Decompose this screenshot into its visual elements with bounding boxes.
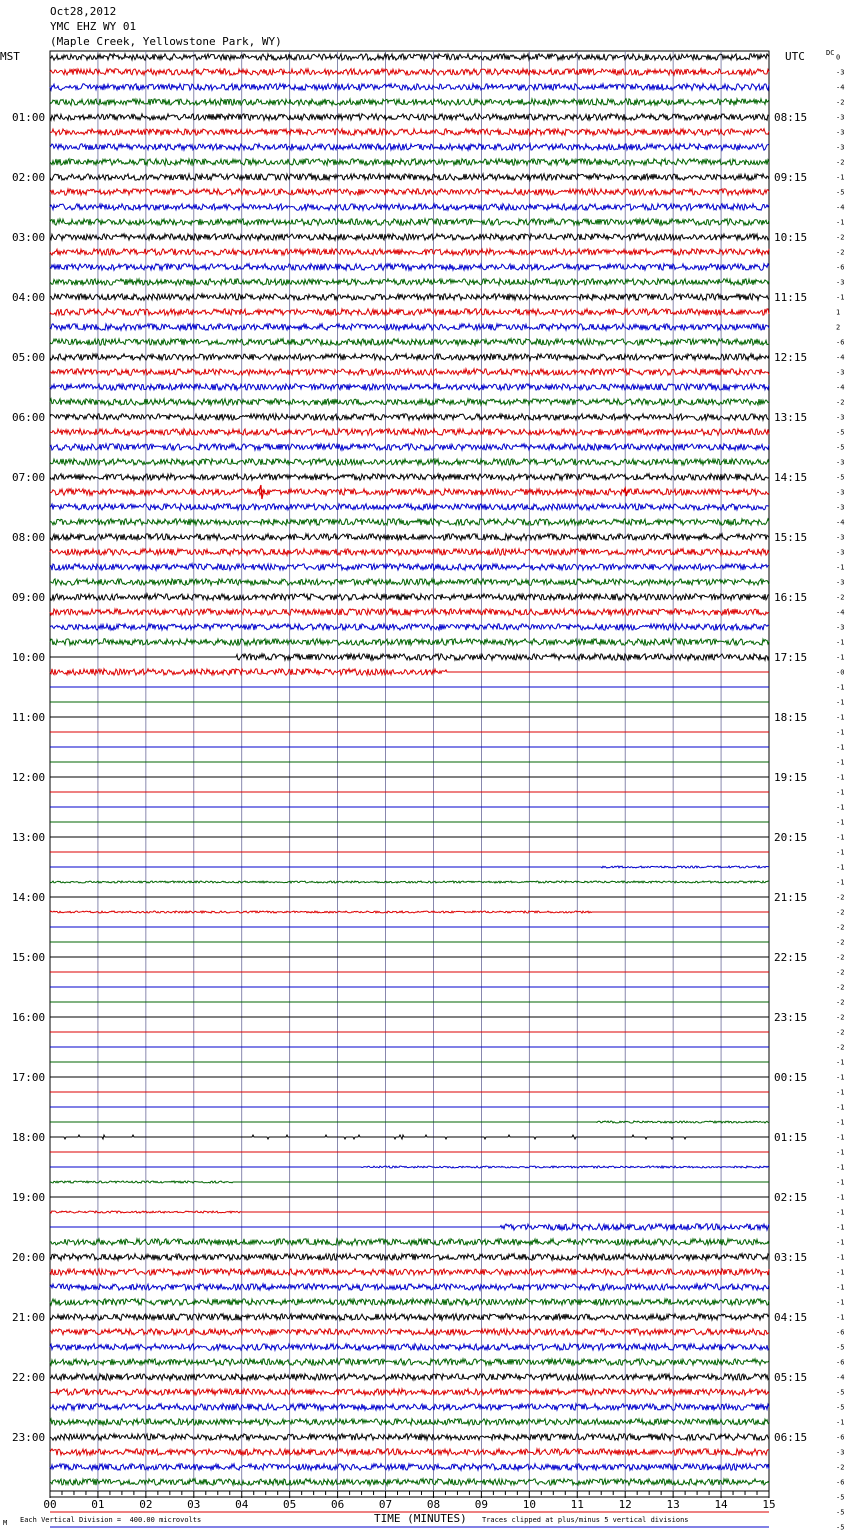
dc-offset-label: -1 (836, 1253, 845, 1262)
right-hour-label: 12:15 (774, 351, 808, 364)
dc-offset-label: -3 (836, 278, 845, 287)
dc-offset-label: -0 (836, 668, 845, 677)
trace-line (50, 881, 769, 883)
left-hour-label: 11:00 (12, 711, 46, 724)
dc-offset-label: -1 (836, 698, 845, 707)
x-tick-label: 09 (474, 1498, 489, 1511)
dc-offset-label: -1 (836, 1283, 845, 1292)
dc-offset-label: -1 (836, 1148, 845, 1157)
trace-line (50, 866, 769, 868)
x-tick-label: 03 (187, 1498, 201, 1511)
trace-line (50, 594, 769, 600)
right-hour-label: 03:15 (774, 1251, 808, 1264)
dc-offset-label: -5 (836, 188, 845, 197)
dc-offset-label: -6 (836, 1358, 845, 1367)
left-hour-label: 23:00 (12, 1431, 46, 1444)
dc-offset-label: -1 (836, 1268, 845, 1277)
dc-offset-label: -1 (836, 1418, 845, 1427)
trace-line (50, 1464, 769, 1470)
dc-offset-label: -2 (836, 983, 845, 992)
dc-offset-label: -1 (836, 218, 845, 227)
dc-offset-label: -3 (836, 68, 845, 77)
x-tick-label: 15 (762, 1498, 776, 1511)
trace-line (50, 519, 769, 525)
dc-offset-label: -6 (836, 1328, 845, 1337)
dc-offset-label: -1 (836, 743, 845, 752)
dc-offset-label: -2 (836, 98, 845, 107)
trace-line (50, 1479, 769, 1485)
trace-line (50, 1434, 769, 1440)
dc-offset-label: -3 (836, 368, 845, 377)
right-hour-label: 14:15 (774, 471, 808, 484)
trace-line (50, 1449, 769, 1455)
trace-line (50, 1166, 769, 1168)
dc-offset-label: -3 (836, 1448, 845, 1457)
dc-offset-label: -1 (836, 863, 845, 872)
dc-offset-label: -1 (836, 653, 845, 662)
trace-line (50, 204, 769, 210)
x-tick-label: 12 (618, 1498, 632, 1511)
x-tick-label: 01 (91, 1498, 105, 1511)
trace-line (50, 549, 769, 555)
dc-offset-label: -2 (836, 248, 845, 257)
header-location: (Maple Creek, Yellowstone Park, WY) (50, 35, 282, 48)
dc-offset-label: -2 (836, 968, 845, 977)
trace-line (50, 1329, 769, 1335)
dc-offset-label: -4 (836, 203, 845, 212)
right-hour-label: 20:15 (774, 831, 808, 844)
left-hour-label: 09:00 (12, 591, 46, 604)
left-hour-label: 01:00 (12, 111, 46, 124)
left-hour-label: 10:00 (12, 651, 46, 664)
dc-offset-label: -2 (836, 398, 845, 407)
dc-offset-label: -2 (836, 1043, 845, 1052)
right-hour-label: 08:15 (774, 111, 808, 124)
left-hour-label: 13:00 (12, 831, 46, 844)
right-hour-label: 19:15 (774, 771, 808, 784)
trace-line (50, 911, 769, 913)
trace-line (50, 1419, 769, 1425)
trace-line (50, 609, 769, 615)
dc-offset-label: -3 (836, 623, 845, 632)
dc-offset-label: -2 (836, 593, 845, 602)
left-hour-label: 19:00 (12, 1191, 46, 1204)
right-hour-label: 17:15 (774, 651, 808, 664)
trace-line (50, 534, 769, 540)
trace-line (50, 669, 769, 675)
header-station: YMC EHZ WY 01 (50, 20, 137, 33)
trace-line (50, 174, 769, 180)
dc-offset-label: -1 (836, 683, 845, 692)
dc-offset-label: -1 (836, 788, 845, 797)
trace-line (50, 1284, 769, 1290)
left-hour-label: 18:00 (12, 1131, 46, 1144)
dc-offset-label: -4 (836, 518, 845, 527)
dc-offset-label: -2 (836, 998, 845, 1007)
trace-line (50, 1374, 769, 1380)
dc-offset-label: -1 (836, 1298, 845, 1307)
dc-offset-label: -5 (836, 1403, 845, 1412)
x-tick-label: 05 (283, 1498, 297, 1511)
dc-offset-label: -1 (836, 1088, 845, 1097)
dc-offset-label: -2 (836, 1463, 845, 1472)
trace-line (50, 1224, 769, 1230)
dc-offset-label: -1 (836, 758, 845, 767)
trace-line (50, 69, 769, 75)
dc-offset-label: -3 (836, 503, 845, 512)
trace-line (50, 99, 769, 105)
dc-offset-label: -1 (836, 878, 845, 887)
left-hour-label: 08:00 (12, 531, 46, 544)
x-tick-label: 07 (378, 1498, 393, 1511)
right-hour-label: 15:15 (774, 531, 808, 544)
trace-line (50, 654, 769, 660)
dc-offset-label: -2 (836, 158, 845, 167)
dc-offset-label: -5 (836, 1508, 845, 1517)
trace-line (50, 399, 769, 405)
dc-offset-label: -4 (836, 608, 845, 617)
trace-line (50, 459, 769, 465)
x-tick-label: 08 (426, 1498, 441, 1511)
dc-offset-label: -4 (836, 1373, 845, 1382)
dc-offset-label: -1 (836, 1163, 845, 1172)
dc-offset-label: -5 (836, 428, 845, 437)
dc-offset-label: -4 (836, 383, 845, 392)
dc-offset-label: -1 (836, 1058, 845, 1067)
dc-offset-label: -1 (836, 293, 845, 302)
dc-offset-label: -5 (836, 473, 845, 482)
dc-offset-label: -1 (836, 803, 845, 812)
trace-line (50, 1254, 769, 1260)
right-hour-label: 00:15 (774, 1071, 808, 1084)
dc-offset-label: -1 (836, 713, 845, 722)
dc-offset-label: -1 (836, 728, 845, 737)
trace-line (50, 234, 769, 240)
dc-offset-label: -3 (836, 143, 845, 152)
dc-offset-label: -1 (836, 638, 845, 647)
dc-offset-label: -2 (836, 923, 845, 932)
trace-line (50, 1299, 769, 1305)
trace-line (50, 429, 769, 435)
right-hour-label: 23:15 (774, 1011, 808, 1024)
trace-line (50, 384, 769, 390)
trace-line (50, 249, 769, 255)
dc-offset-label: -1 (836, 1178, 845, 1187)
left-hour-label: 02:00 (12, 171, 46, 184)
dc-offset-label: -1 (836, 1118, 845, 1127)
left-hour-label: 16:00 (12, 1011, 46, 1024)
trace-line (50, 279, 769, 285)
dc-offset-label: -1 (836, 1208, 845, 1217)
trace-line (50, 1121, 769, 1123)
left-hour-label: 17:00 (12, 1071, 46, 1084)
trace-line (50, 324, 769, 330)
x-axis-label: TIME (MINUTES) (374, 1512, 467, 1525)
trace-line (50, 1135, 769, 1139)
trace-line (50, 264, 769, 270)
trace-line (50, 504, 769, 510)
right-timezone-label: UTC (785, 50, 805, 63)
left-hour-label: 04:00 (12, 291, 46, 304)
right-hour-label: 09:15 (774, 171, 808, 184)
dc-offset-label: 2 (836, 323, 841, 332)
trace-line (50, 1269, 769, 1275)
trace-line (50, 114, 769, 120)
left-hour-label: 20:00 (12, 1251, 46, 1264)
corner-mark: M (3, 1519, 8, 1527)
dc-offset-label: -6 (836, 338, 845, 347)
dc-offset-label: -1 (836, 563, 845, 572)
dc-offset-label: -1 (836, 848, 845, 857)
left-hour-label: 14:00 (12, 891, 46, 904)
dc-offset-label: -1 (836, 1133, 845, 1142)
clip-note: Traces clipped at plus/minus 5 vertical divisions (482, 1516, 689, 1524)
x-tick-label: 02 (139, 1498, 153, 1511)
trace-line (50, 414, 769, 420)
dc-offset-label: 1 (836, 308, 841, 317)
right-hour-label: 06:15 (774, 1431, 808, 1444)
dc-offset-label: -1 (836, 1313, 845, 1322)
x-tick-label: 14 (714, 1498, 728, 1511)
left-hour-label: 03:00 (12, 231, 46, 244)
dc-offset-label: -1 (836, 173, 845, 182)
right-hour-label: 13:15 (774, 411, 808, 424)
trace-line (50, 444, 769, 450)
left-hour-label: 07:00 (12, 471, 46, 484)
right-hour-label: 18:15 (774, 711, 808, 724)
dc-offset-label: -1 (836, 1223, 845, 1232)
trace-line (50, 339, 769, 345)
trace-line (50, 1404, 769, 1410)
x-tick-label: 10 (522, 1498, 536, 1511)
x-tick-label: 11 (570, 1498, 584, 1511)
dc-offset-label: -2 (836, 908, 845, 917)
dc-offset-label: -1 (836, 1193, 845, 1202)
x-tick-label: 06 (330, 1498, 345, 1511)
trace-line (50, 1359, 769, 1365)
scale-note: Each Vertical Division = 400.00 microvolts (20, 1516, 202, 1524)
dc-offset-label: -5 (836, 1388, 845, 1397)
dc-offset-label: -3 (836, 128, 845, 137)
dc-offset-label: -2 (836, 938, 845, 947)
trace-line (50, 54, 769, 60)
dc-offset-label: -3 (836, 488, 845, 497)
left-hour-label: 05:00 (12, 351, 46, 364)
dc-offset-label: -1 (836, 773, 845, 782)
dc-offset-label: -3 (836, 458, 845, 467)
left-hour-label: 12:00 (12, 771, 46, 784)
dc-offset-label: -3 (836, 578, 845, 587)
trace-line (50, 129, 769, 135)
trace-line (50, 579, 769, 585)
trace-line (50, 624, 769, 630)
dc-offset-label: -5 (836, 443, 845, 452)
trace-line (50, 369, 769, 375)
trace-line (50, 189, 769, 195)
x-tick-label: 13 (666, 1498, 680, 1511)
trace-line (50, 144, 769, 150)
dc-offset-label: -1 (836, 833, 845, 842)
dc-offset-label: -5 (836, 1523, 845, 1532)
right-hour-label: 22:15 (774, 951, 808, 964)
trace-line (50, 294, 769, 300)
dc-offset-label: -1 (836, 1103, 845, 1112)
right-hour-label: 04:15 (774, 1311, 808, 1324)
dc-offset-label: -1 (836, 818, 845, 827)
trace-line (50, 159, 769, 165)
dc-offset-label: -5 (836, 1343, 845, 1352)
dc-offset-label: -4 (836, 353, 845, 362)
dc-offset-label: -6 (836, 1478, 845, 1487)
left-timezone-label: MST (0, 50, 20, 63)
trace-line (50, 354, 769, 360)
trace-line (50, 1211, 769, 1213)
trace-line (50, 564, 769, 570)
header-date: Oct28,2012 (50, 5, 117, 18)
dc-offset-label: -1 (836, 1073, 845, 1082)
x-tick-label: 00 (43, 1498, 57, 1511)
dc-offset-label: -3 (836, 413, 845, 422)
dc-offset-label: -6 (836, 1433, 845, 1442)
trace-line (50, 1181, 769, 1183)
dc-offset-label: -6 (836, 263, 845, 272)
trace-line (50, 84, 769, 90)
left-hour-label: 21:00 (12, 1311, 46, 1324)
dc-offset-label: -1 (836, 1238, 845, 1247)
trace-line (50, 1389, 769, 1395)
right-hour-label: 16:15 (774, 591, 808, 604)
right-hour-label: 11:15 (774, 291, 808, 304)
right-hour-label: 10:15 (774, 231, 808, 244)
left-hour-label: 06:00 (12, 411, 46, 424)
trace-line (50, 1344, 769, 1350)
right-hour-label: 02:15 (774, 1191, 808, 1204)
trace-line (50, 639, 769, 645)
trace-line (50, 489, 769, 495)
trace-line (50, 1314, 769, 1320)
trace-line (50, 219, 769, 225)
right-hour-label: 05:15 (774, 1371, 808, 1384)
x-tick-label: 04 (235, 1498, 249, 1511)
trace-line (50, 1239, 769, 1245)
left-hour-label: 15:00 (12, 951, 46, 964)
dc-offset-label: -2 (836, 893, 845, 902)
dc-offset-label: -2 (836, 1028, 845, 1037)
dc-label: DC (826, 49, 835, 57)
dc-offset-label: -4 (836, 83, 845, 92)
trace-line (50, 474, 769, 480)
dc-offset-label: -5 (836, 1493, 845, 1502)
dc-offset-label: -3 (836, 533, 845, 542)
right-hour-label: 21:15 (774, 891, 808, 904)
trace-line (50, 309, 769, 315)
dc-offset-label: -2 (836, 233, 845, 242)
right-hour-label: 01:15 (774, 1131, 808, 1144)
dc-offset-label: -2 (836, 1013, 845, 1022)
dc-offset-label: -3 (836, 548, 845, 557)
dc-offset-label: 0 (836, 53, 841, 62)
dc-offset-label: -2 (836, 953, 845, 962)
dc-offset-label: -3 (836, 113, 845, 122)
left-hour-label: 22:00 (12, 1371, 46, 1384)
